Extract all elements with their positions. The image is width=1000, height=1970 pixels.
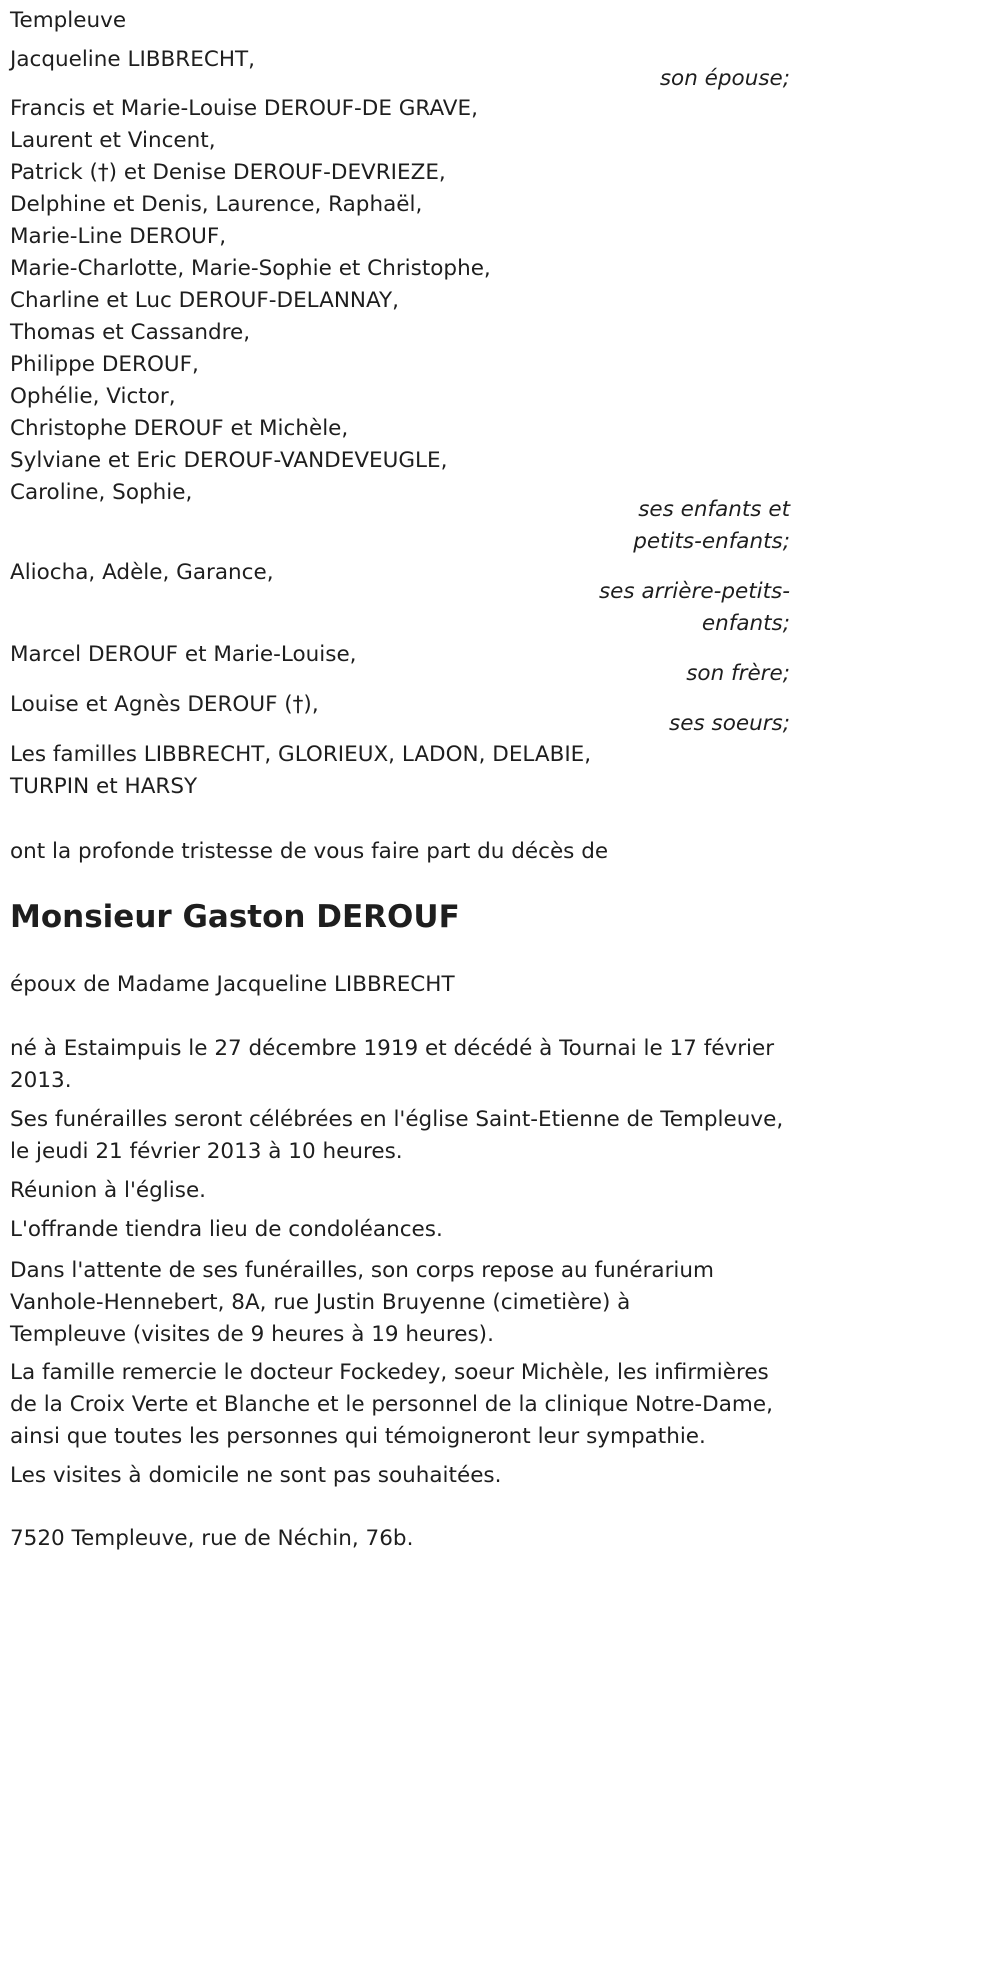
list-item: Christophe DEROUF et Michèle, bbox=[10, 416, 349, 441]
deceased-name: Monsieur Gaston DEROUF bbox=[10, 899, 460, 935]
list-item: Laurent et Vincent, bbox=[10, 128, 216, 153]
list-item: Ophélie, Victor, bbox=[10, 384, 176, 409]
children-role-line2: petits-enfants; bbox=[633, 529, 790, 554]
children-list bbox=[10, 93, 491, 509]
spouse-of: époux de Madame Jacqueline LIBBRECHT bbox=[10, 972, 455, 997]
sisters-role: ses soeurs; bbox=[669, 711, 790, 736]
list-item: Caroline, Sophie, bbox=[10, 480, 193, 505]
list-item: Philippe DEROUF, bbox=[10, 352, 199, 377]
address: 7520 Templeuve, rue de Néchin, 76b. bbox=[10, 1526, 414, 1551]
sisters: Louise et Agnès DEROUF (†), bbox=[10, 692, 319, 717]
location-header: Templeuve bbox=[10, 8, 127, 33]
families-line2: TURPIN et HARSY bbox=[10, 774, 198, 799]
list-item: Marie-Line DEROUF, bbox=[10, 224, 227, 249]
offering-paragraph: L'offrande tiendra lieu de condoléances. bbox=[10, 1217, 443, 1242]
list-item: Sylviane et Eric DEROUF-VANDEVEUGLE, bbox=[10, 448, 448, 473]
list-item: Charline et Luc DEROUF-DELANNAY, bbox=[10, 288, 400, 313]
brother-role: son frère; bbox=[686, 661, 790, 686]
children-role-line1: ses enfants et bbox=[638, 497, 790, 522]
reunion-paragraph: Réunion à l'église. bbox=[10, 1178, 207, 1203]
funeral-paragraph: Ses funérailles seront célébrées en l'église Saint-Etienne de Templeuve, le jeudi 21 février 2013 à 10 heures. bbox=[10, 1107, 784, 1164]
home-visits-paragraph: Les visites à domicile ne sont pas souhaitées. bbox=[10, 1463, 502, 1488]
list-item: Francis et Marie-Louise DEROUF-DE GRAVE, bbox=[10, 96, 478, 121]
brother: Marcel DEROUF et Marie-Louise, bbox=[10, 642, 357, 667]
announcement: ont la profonde tristesse de vous faire part du décès de bbox=[10, 839, 609, 864]
list-item: Thomas et Cassandre, bbox=[10, 320, 251, 345]
funerarium-paragraph: Dans l'attente de ses funérailles, son corps repose au funérarium Vanhole-Hennebert, 8A, rue Justin Bruyenne (cimetière) à Templeuve (visites de 9 heures à 19 heures). bbox=[10, 1258, 714, 1347]
great-grandchildren-role-line2: enfants; bbox=[701, 611, 790, 636]
spouse-name: Jacqueline LIBBRECHT, bbox=[10, 47, 255, 72]
spouse-role: son épouse; bbox=[659, 66, 790, 91]
families-line1: Les familles LIBBRECHT, GLORIEUX, LADON, DELABIE, bbox=[10, 742, 592, 767]
list-item: Patrick (†) et Denise DEROUF-DEVRIEZE, bbox=[10, 160, 446, 185]
thanks-paragraph: La famille remercie le docteur Fockedey, soeur Michèle, les infirmières de la Croix Verte et Blanche et le personnel de la clinique Notre-Dame, ainsi que toutes les personnes qui témoigneront leur sympathie. bbox=[10, 1360, 773, 1449]
list-item: Marie-Charlotte, Marie-Sophie et Christophe, bbox=[10, 256, 491, 281]
list-item: Delphine et Denis, Laurence, Raphaël, bbox=[10, 192, 423, 217]
great-grandchildren-role-line1: ses arrière-petits- bbox=[598, 579, 790, 604]
birth-death-paragraph: né à Estaimpuis le 27 décembre 1919 et décédé à Tournai le 17 février 2013. bbox=[10, 1036, 775, 1093]
great-grandchildren: Aliocha, Adèle, Garance, bbox=[10, 560, 274, 585]
